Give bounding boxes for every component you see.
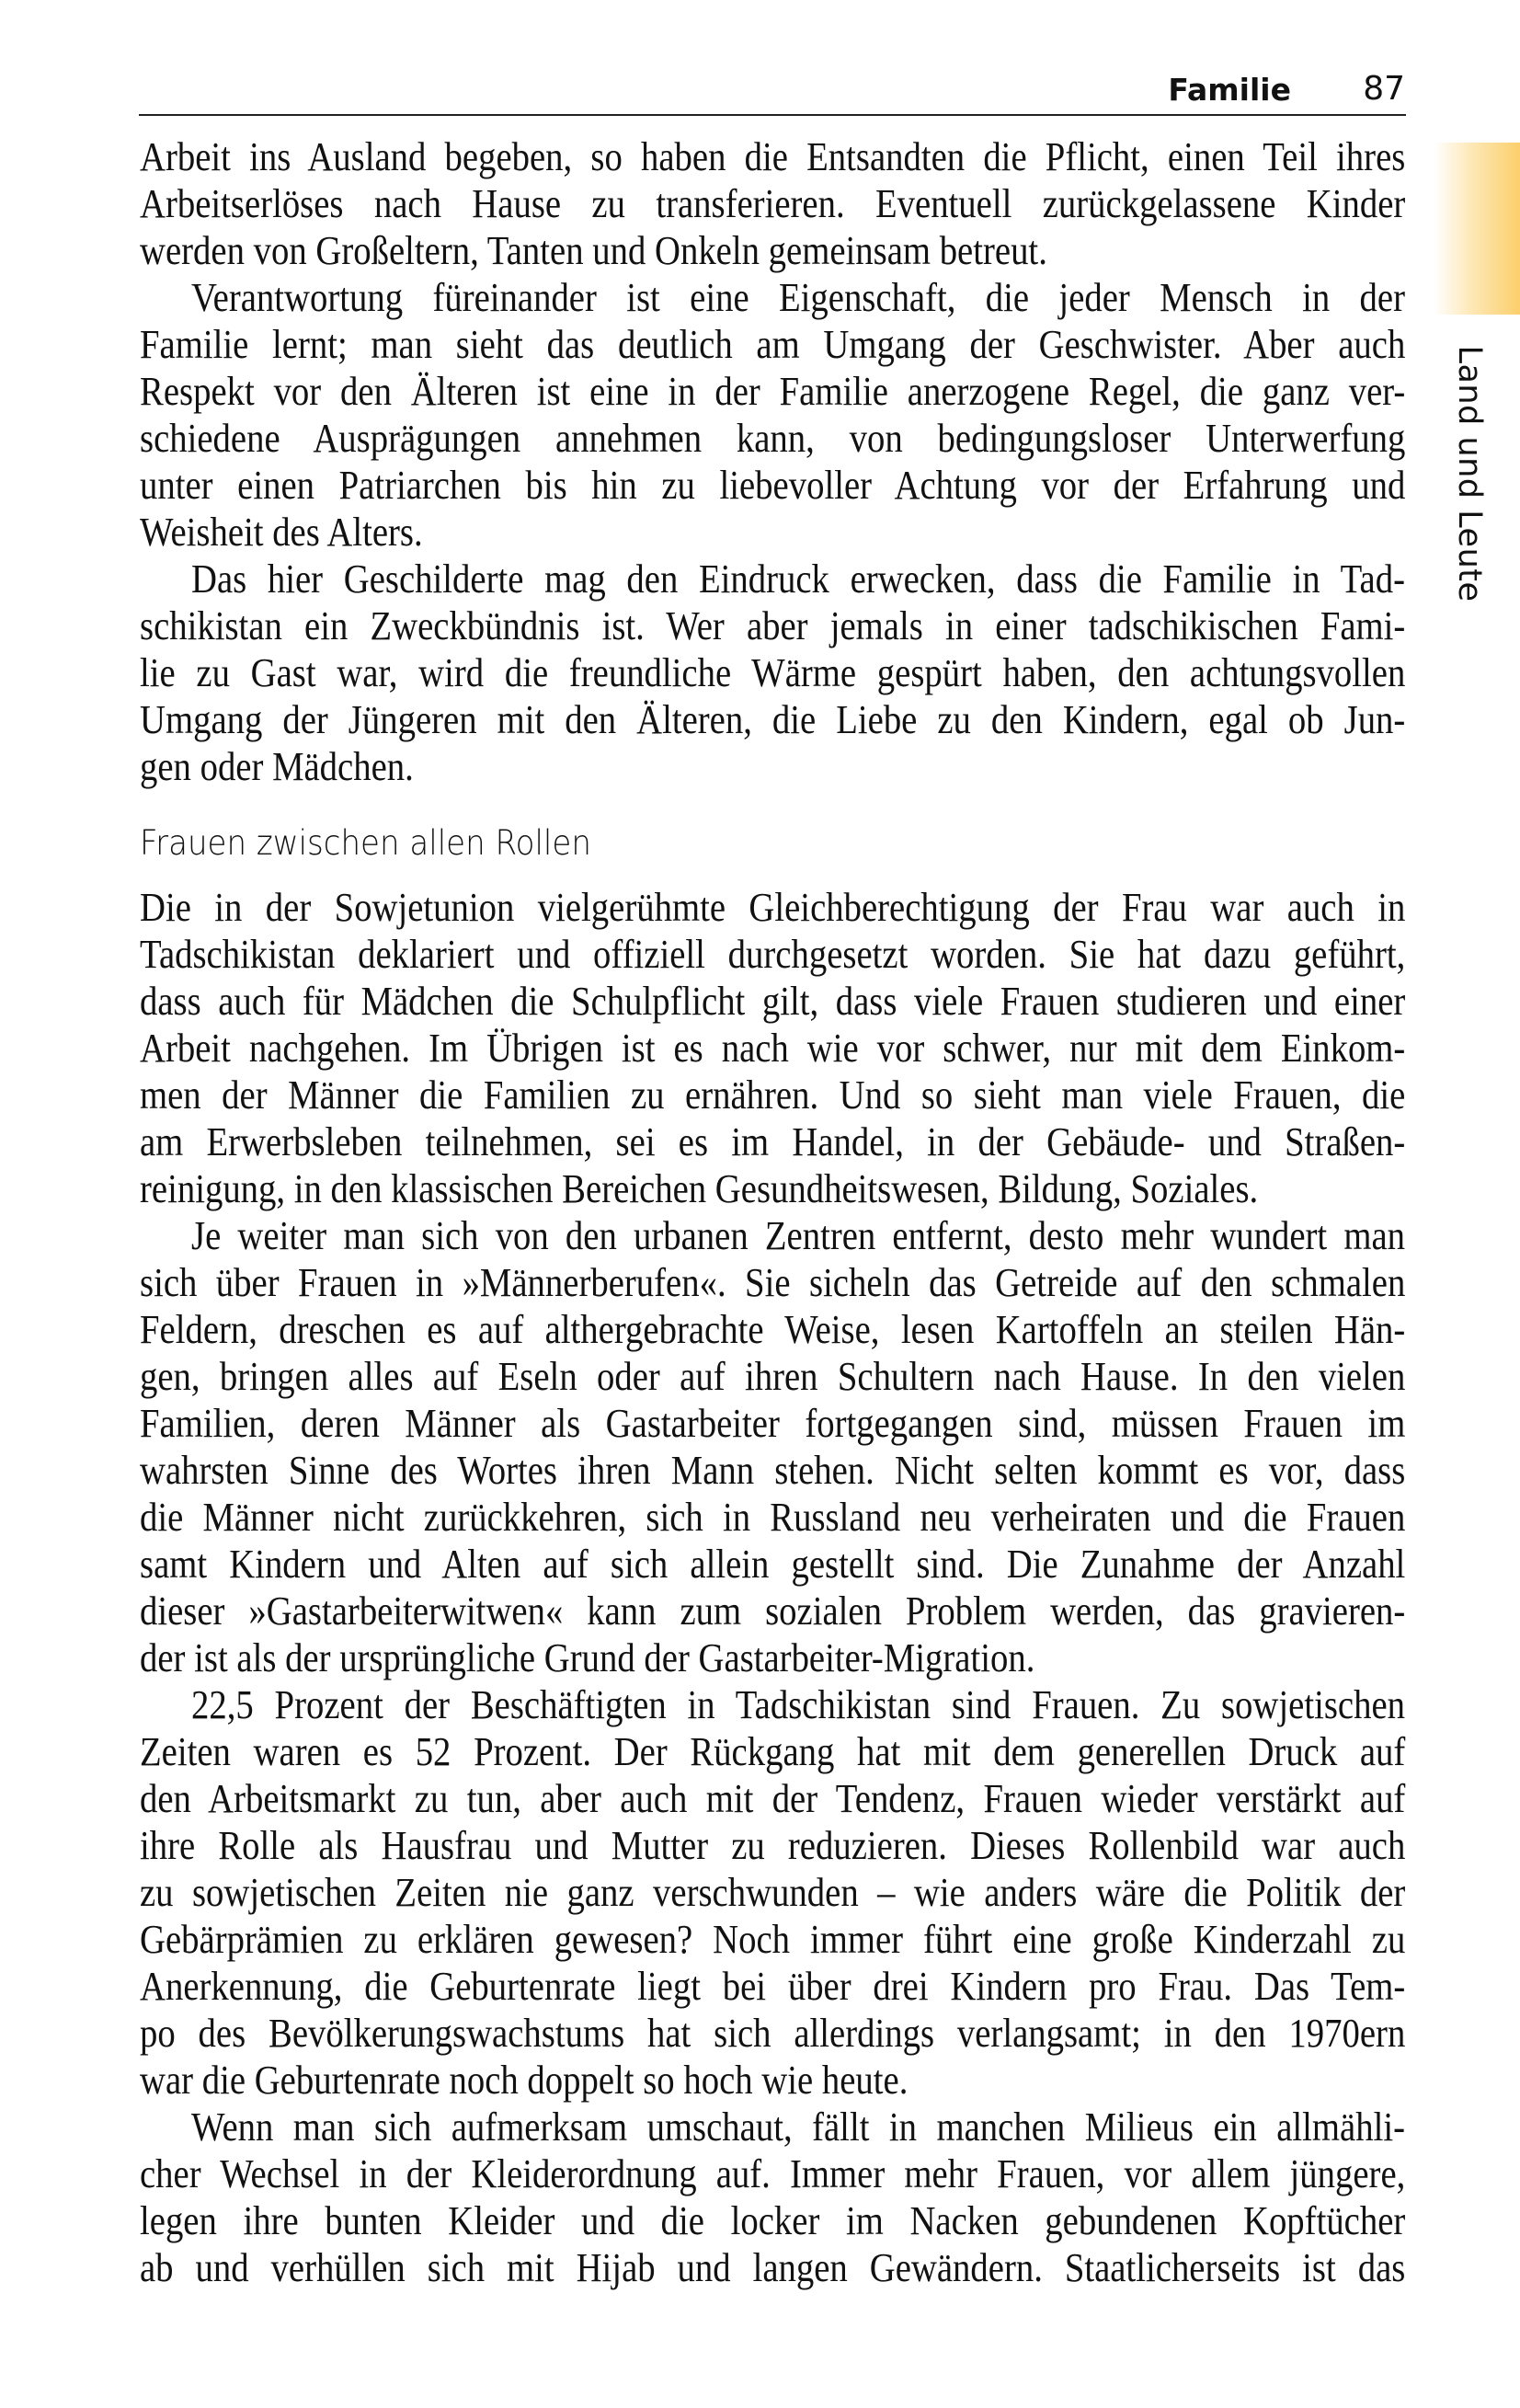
text-line: reinigung, in den klassischen Bereichen Gesundheitswesen, Bildung, Soziales. [140,1166,1259,1211]
text-line: am Erwerbsleben teilnehmen, sei es im Handel, in der Gebäude- und Straßen- [140,1119,1406,1164]
text-line: Die in der Sowjetunion vielgerühmte Gleichberechtigung der Frau war auch in [140,885,1406,930]
text-line: legen ihre bunten Kleider und die locker im Nacken gebundenen Kopftücher [140,2198,1406,2243]
chapter-side-label-text: Land und Leute [1451,345,1488,602]
text-line: Tadschikistan deklariert und offiziell durchgesetzt worden. Sie hat dazu geführt, [140,932,1406,977]
text-line: po des Bevölkerungswachstums hat sich allerdings verlangsamt; in den 1970ern [140,2011,1406,2056]
text-line: unter einen Patriarchen bis hin zu liebevoller Achtung vor der Erfahrung und [140,463,1406,508]
text-line: den Arbeitsmarkt zu tun, aber auch mit der Tendenz, Frauen wieder verstärkt auf [140,1776,1406,1821]
paragraph-first-line: 22,5 Prozent der Beschäftigten in Tadschikistan sind Frauen. Zu sowjetischen [191,1682,1405,1727]
text-line: dieser »Gastarbeiterwitwen« kann zum sozialen Problem werden, das gravieren- [140,1588,1406,1634]
text-line: Arbeit ins Ausland begeben, so haben die Entsandten die Pflicht, einen Teil ihres [140,134,1406,179]
chapter-thumb-tab [1434,143,1520,315]
text-line: men der Männer die Familien zu ernähren. Und so sieht man viele Frauen, die [140,1072,1406,1118]
text-line: der ist als der ursprüngliche Grund der Gastarbeiter-Migration. [140,1635,1035,1680]
text-line: Arbeitserlöses nach Hause zu transferieren. Eventuell zurückgelassene Kinder [140,181,1406,226]
text-line: lie zu Gast war, wird die freundliche Wärme gespürt haben, den achtungsvollen [140,650,1406,695]
text-line: Zeiten waren es 52 Prozent. Der Rückgang hat mit dem generellen Druck auf [140,1729,1406,1774]
text-line: Weisheit des Alters. [140,510,423,555]
text-line: war die Geburtenrate noch doppelt so hoch wie heute. [140,2058,909,2103]
text-line: sich über Frauen in »Männerberufen«. Sie sicheln das Getreide auf den schmalen [140,1260,1406,1305]
running-head [139,64,1406,116]
text-line: schikistan ein Zweckbündnis ist. Wer aber jemals in einer tadschikischen Fami- [140,603,1406,648]
text-line: Familie lernt; man sieht das deutlich am Umgang der Geschwister. Aber auch [140,322,1406,367]
text-line: Familien, deren Männer als Gastarbeiter fortgegangen sind, müssen Frauen im [140,1401,1406,1446]
text-line: die Männer nicht zurückkehren, sich in Russland neu verheiraten und die Frauen [140,1495,1406,1540]
body-text-block-1 [140,133,1405,790]
section-heading: Frauen zwischen allen Rollen [140,823,591,863]
text-line: Respekt vor den Älteren ist eine in der Familie anerzogene Regel, die ganz ver- [140,369,1406,414]
text-line: Umgang der Jüngeren mit den Älteren, die Liebe zu den Kindern, egal ob Jun- [140,697,1406,742]
text-line: ab und verhüllen sich mit Hijab und langen Gewändern. Staatlicherseits ist das [140,2245,1406,2290]
paragraph-first-line: Das hier Geschilderte mag den Eindruck erwecken, dass die Familie in Tad- [191,556,1405,602]
text-line: samt Kindern und Alten auf sich allein gestellt sind. Die Zunahme der Anzahl [140,1542,1406,1587]
text-line: wahrsten Sinne des Wortes ihren Mann stehen. Nicht selten kommt es vor, dass [140,1448,1406,1493]
paragraph-first-line: Verantwortung füreinander ist eine Eigenschaft, die jeder Mensch in der [191,275,1405,320]
text-line: gen, bringen alles auf Eseln oder auf ihren Schultern nach Hause. In den vielen [140,1354,1406,1399]
text-line: Feldern, dreschen es auf althergebrachte Weise, lesen Kartoffeln an steilen Hän- [140,1307,1406,1352]
text-line: werden von Großeltern, Tanten und Onkeln gemeinsam betreut. [140,228,1047,273]
body-text-block-2 [140,884,1405,2291]
running-head-title: Familie [1168,72,1291,108]
text-line: Gebärprämien zu erklären gewesen? Noch immer führt eine große Kinderzahl zu [140,1917,1406,1962]
text-line: schiedene Ausprägungen annehmen kann, von bedingungsloser Unterwerfung [140,416,1406,461]
text-line: gen oder Mädchen. [140,744,414,789]
text-line: cher Wechsel in der Kleiderordnung auf. Immer mehr Frauen, vor allem jüngere, [140,2151,1406,2196]
text-line: dass auch für Mädchen die Schulpflicht gilt, dass viele Frauen studieren und einer [140,979,1406,1024]
text-line: ihre Rolle als Hausfrau und Mutter zu reduzieren. Dieses Rollenbild war auch [140,1823,1406,1868]
paragraph-first-line: Wenn man sich aufmerksam umschaut, fällt in manchen Milieus ein allmähli- [191,2104,1405,2150]
paragraph-first-line: Je weiter man sich von den urbanen Zentren entfernt, desto mehr wundert man [191,1213,1405,1258]
text-line: Anerkennung, die Geburtenrate liegt bei über drei Kindern pro Frau. Das Tem- [140,1964,1406,2009]
text-line: zu sowjetischen Zeiten nie ganz verschwunden – wie anders wäre die Politik der [140,1870,1406,1915]
text-line: Arbeit nachgehen. Im Übrigen ist es nach wie vor schwer, nur mit dem Einkom- [140,1026,1406,1071]
page-number: 87 [1363,70,1405,108]
